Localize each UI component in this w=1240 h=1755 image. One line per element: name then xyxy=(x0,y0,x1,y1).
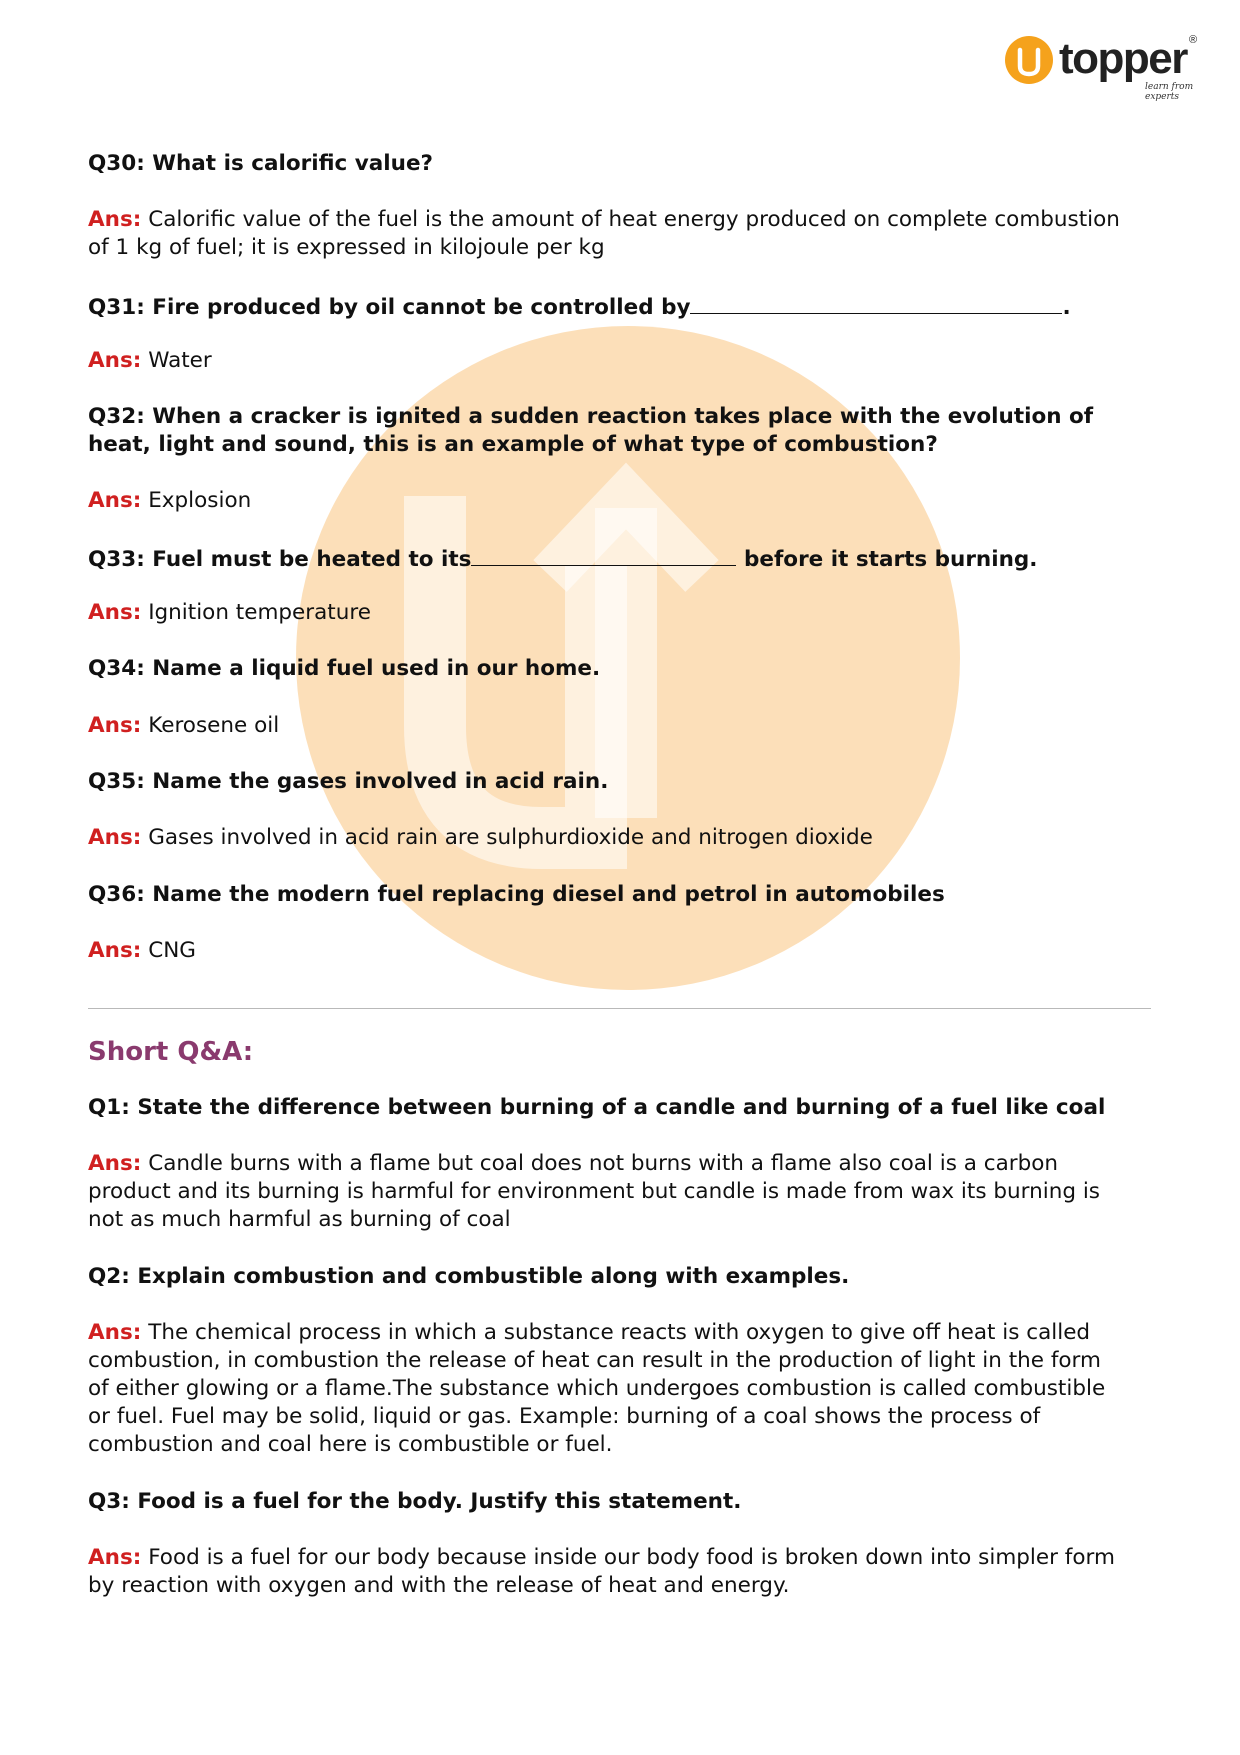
q35-question: Q35: Name the gases involved in acid rain. xyxy=(88,769,609,794)
short-q1-answer-line-1 xyxy=(88,1150,1158,1178)
q32-answer-text: Explosion xyxy=(148,488,252,513)
q31-question-text: Q31: Fire produced by oil cannot be controlled by xyxy=(88,295,691,320)
ans-label: Ans: xyxy=(88,825,142,850)
topper-logo-icon xyxy=(1005,36,1053,84)
q35-answer xyxy=(88,824,1158,852)
ans-label: Ans: xyxy=(88,207,142,232)
short-q2-answer-line-2: combustion, in combustion the release of heat can result in the production of light in the form xyxy=(88,1348,1101,1373)
short-q3-answer-line-2: by reaction with oxygen and with the release of heat and energy. xyxy=(88,1573,790,1598)
registered-mark: ® xyxy=(1189,34,1198,46)
logo-wordmark: topper xyxy=(1059,34,1187,83)
q33-blank xyxy=(471,543,736,566)
q33-question xyxy=(88,543,1158,574)
q34-answer-text: Kerosene oil xyxy=(148,713,280,738)
ans-label: Ans: xyxy=(88,1151,142,1176)
q31-answer xyxy=(88,347,1158,375)
short-q1-answer-text-1: Candle burns with a flame but coal does not burns with a flame also coal is a carbon xyxy=(148,1151,1059,1176)
q36-answer xyxy=(88,937,1158,965)
q34-question: Q34: Name a liquid fuel used in our home. xyxy=(88,656,601,681)
logo-tagline: learn from experts xyxy=(1145,82,1194,102)
ans-label: Ans: xyxy=(88,600,142,625)
ans-label: Ans: xyxy=(88,938,142,963)
q32-answer xyxy=(88,487,1158,515)
q31-blank xyxy=(690,291,1062,314)
short-q2-answer-line-3: of either glowing or a flame.The substance which undergoes combustion is called combustible xyxy=(88,1376,1106,1401)
q31-question xyxy=(88,291,1158,322)
q33-question-end: before it starts burning. xyxy=(743,547,1038,572)
short-q3-question: Q3: Food is a fuel for the body. Justify this statement. xyxy=(88,1489,742,1514)
q30-answer-line-1 xyxy=(88,206,1158,234)
q31-question-end: . xyxy=(1062,295,1071,320)
q33-question-text: Q33: Fuel must be heated to its xyxy=(88,547,472,572)
ans-label: Ans: xyxy=(88,713,142,738)
q30-answer-line-2: of 1 kg of fuel; it is expressed in kilojoule per kg xyxy=(88,235,605,260)
topper-logo xyxy=(1005,30,1205,100)
ans-label: Ans: xyxy=(88,1545,142,1570)
section-title-short-qa: Short Q&A: xyxy=(88,1037,254,1067)
short-q2-answer-text-1: The chemical process in which a substance reacts with oxygen to give off heat is called xyxy=(148,1320,1091,1345)
q31-answer-text: Water xyxy=(148,348,212,373)
q32-question-line-1: Q32: When a cracker is ignited a sudden reaction takes place with the evolution of xyxy=(88,404,1094,429)
short-q3-answer-line-1 xyxy=(88,1544,1158,1572)
q33-answer-text: Ignition temperature xyxy=(148,600,371,625)
q34-answer xyxy=(88,712,1158,740)
q33-answer xyxy=(88,599,1158,627)
short-q1-question: Q1: State the difference between burning of a candle and burning of a fuel like coal xyxy=(88,1095,1106,1120)
short-q2-answer-line-5: combustion and coal here is combustible or fuel. xyxy=(88,1432,613,1457)
q36-question: Q36: Name the modern fuel replacing diesel and petrol in automobiles xyxy=(88,882,945,907)
ans-label: Ans: xyxy=(88,1320,142,1345)
ans-label: Ans: xyxy=(88,348,142,373)
short-q1-answer-line-3: not as much harmful as burning of coal xyxy=(88,1207,511,1232)
q32-question-line-2: heat, light and sound, this is an example of what type of combustion? xyxy=(88,432,938,457)
q35-answer-text: Gases involved in acid rain are sulphurdioxide and nitrogen dioxide xyxy=(148,825,873,850)
short-q3-answer-text-1: Food is a fuel for our body because inside our body food is broken down into simpler form xyxy=(148,1545,1115,1570)
short-q1-answer-line-2: product and its burning is harmful for environment but candle is made from wax its burning is xyxy=(88,1179,1100,1204)
q30-question: Q30: What is calorific value? xyxy=(88,151,434,176)
q30-answer-text-1: Calorific value of the fuel is the amount of heat energy produced on complete combustion xyxy=(148,207,1120,232)
section-divider xyxy=(88,1008,1151,1009)
short-q2-question: Q2: Explain combustion and combustible along with examples. xyxy=(88,1264,850,1289)
q36-answer-text: CNG xyxy=(148,938,196,963)
short-q2-answer-line-1 xyxy=(88,1319,1158,1347)
ans-label: Ans: xyxy=(88,488,142,513)
short-q2-answer-line-4: or fuel. Fuel may be solid, liquid or gas. Example: burning of a coal shows the process of xyxy=(88,1404,1041,1429)
